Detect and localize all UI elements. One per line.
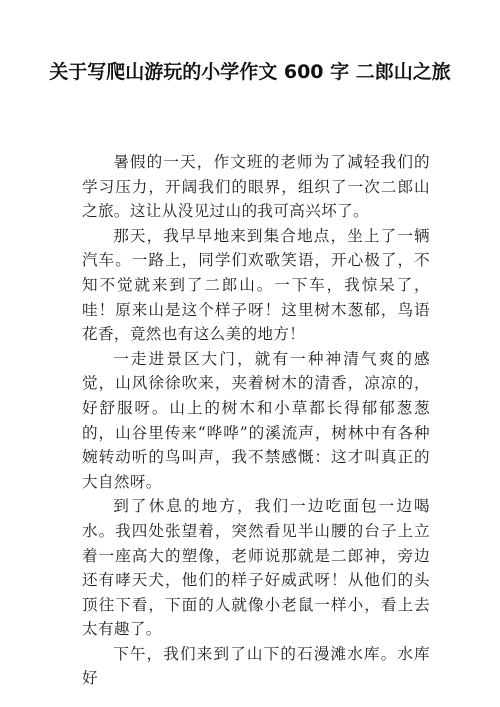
paragraph: 那天，我早早地来到集合地点，坐上了一辆汽车。一路上，同学们欢歌笑语，开心极了，不知不觉就来到了二郎山。一下车，我惊呆了，哇！原来山是这个样子呀！这里树木葱郁，鸟语花香，竟然也有这么美的地方！ <box>82 226 430 344</box>
document-title: 关于写爬山游玩的小学作文 600 字 二郎山之旅 <box>49 61 451 83</box>
paragraph: 一走进景区大门，就有一种神清气爽的感觉，山风徐徐吹来，夹着树木的清香，凉凉的，好舒服呀。山上的树木和小草都长得郁郁葱葱的，山谷里传来“哗哗”的溪流声，树林中有各种婉转动听的鸟叫声，我不禁感慨：这才叫真正的大自然呀。 <box>82 349 430 491</box>
document-body <box>82 150 430 691</box>
paragraph: 到了休息的地方，我们一边吃面包一边喝水。我四处张望着，突然看见半山腰的台子上立着一座高大的塑像，老师说那就是二郎神，旁边还有哮天犬，他们的样子好威武呀！从他们的头顶往下看，下面的人就像小老鼠一样小，看上去太有趣了。 <box>82 497 430 639</box>
paragraph: 暑假的一天，作文班的老师为了减轻我们的学习压力，开阔我们的眼界，组织了一次二郎山之旅。这让从没见过山的我可高兴坏了。 <box>82 153 430 221</box>
paragraph: 下午，我们来到了山下的石漫滩水库。水库好 <box>82 644 430 688</box>
